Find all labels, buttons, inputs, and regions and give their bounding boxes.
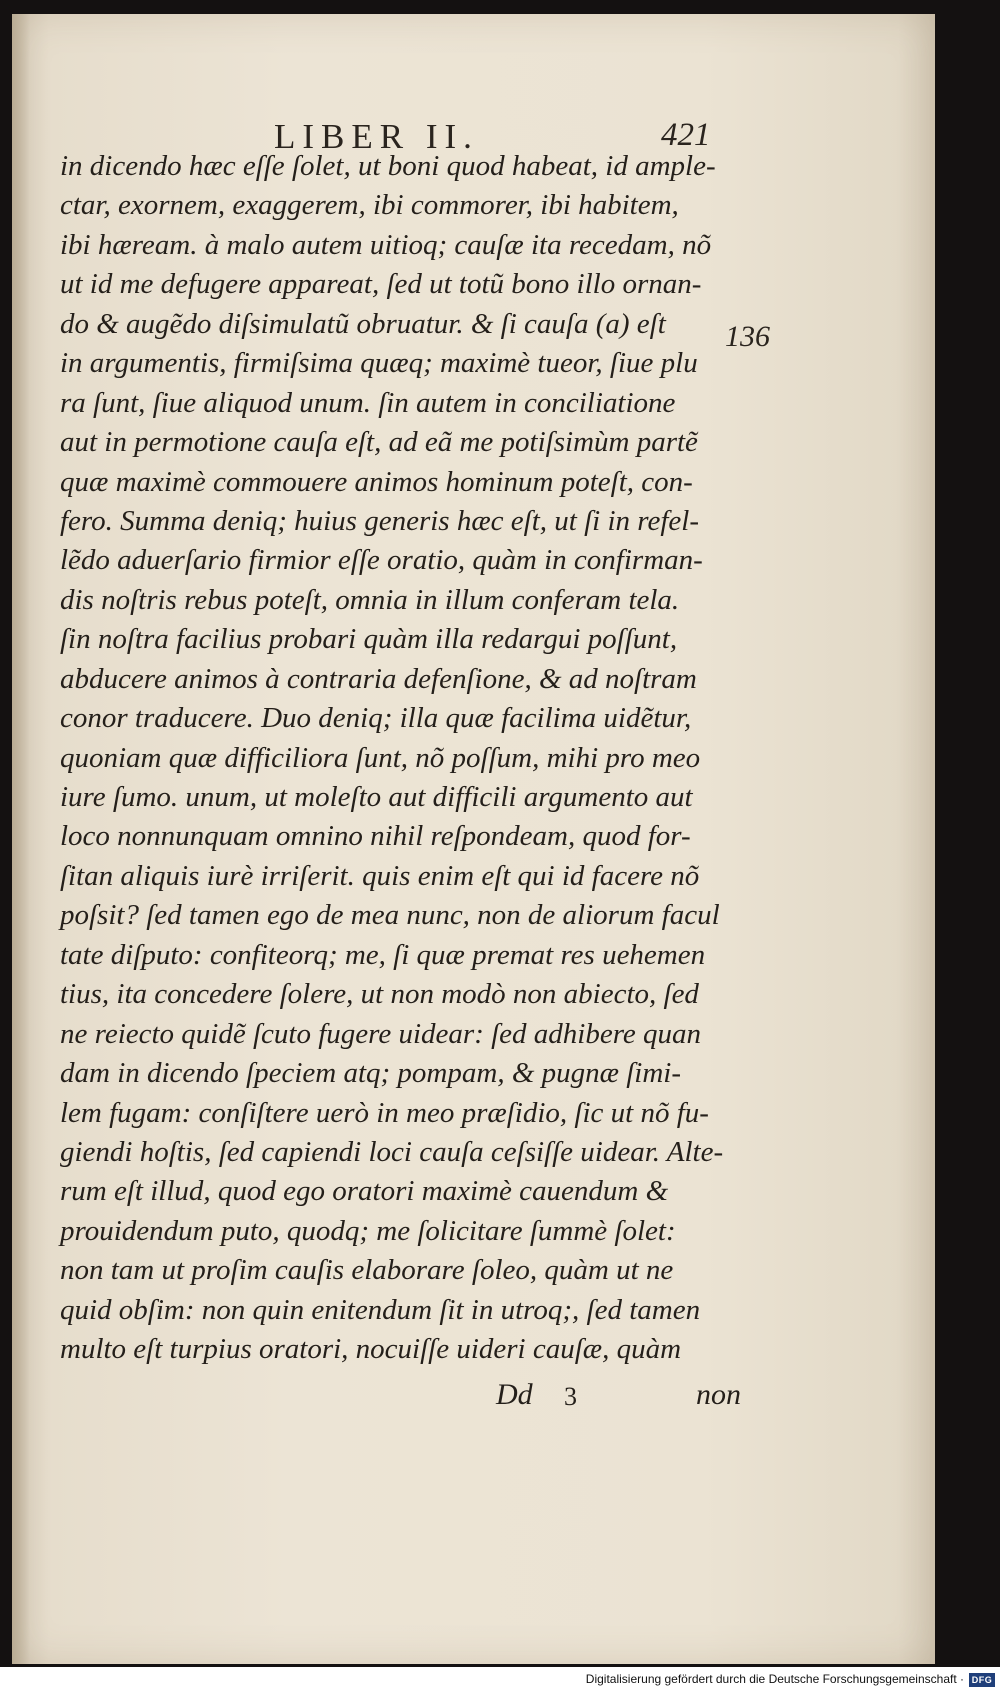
text-line: dis noſtris rebus poteſt, omnia in illum conferam tela.: [60, 583, 680, 616]
text-line: ne reiecto quidẽ ſcuto fugere uidear: ſed adhibere quan: [60, 1017, 702, 1050]
text-line: iure ſumo. unum, ut moleſto aut difficili argumento aut: [60, 781, 693, 813]
text-line: fero. Summa deniq; huius generis hæc eſt, ut ſi in refel-: [60, 504, 699, 537]
text-line: poſsit? ſed tamen ego de mea nunc, non de aliorum facul: [60, 899, 720, 932]
catchword: non: [696, 1378, 741, 1411]
text-line: in dicendo hæc eſſe ſolet, ut boni quod habeat, id ample-: [60, 150, 716, 182]
text-line: quæ maximè commouere animos hominum poteſt, con-: [60, 465, 693, 498]
text-line: prouidendum puto, quodq; me ſolicitare ſummè ſolet:: [60, 1214, 676, 1247]
text-line: tate diſputo: confiteorq; me, ſi quæ premat res uehemen: [60, 938, 706, 971]
text-line: multo eſt turpius oratori, nocuiſſe uideri cauſæ, quàm: [60, 1333, 682, 1366]
signature-number: 3: [564, 1382, 577, 1411]
signature-mark: Dd: [496, 1378, 533, 1411]
folio-number: 421: [661, 117, 711, 153]
text-line: ſitan aliquis iurè irriſerit. quis enim eſt qui id facere nõ: [60, 859, 700, 892]
text-line: dam in dicendo ſpeciem atq; pompam, & pugnæ ſimi-: [60, 1057, 681, 1090]
text-line: loco nonnunquam omnino nihil reſpondeam, quod for-: [60, 820, 691, 853]
text-line: conor traducere. Duo deniq; illa quæ facilima uidẽtur,: [60, 702, 692, 735]
text-line: in argumentis, firmiſsima quæq; maximè tueor, ſiue plu: [60, 347, 698, 380]
text-line: lem fugam: conſiſtere uerò in meo præſidio, ſic ut nõ fu-: [60, 1096, 709, 1129]
footer-bar: [0, 1667, 1000, 1693]
text-line: ibi hæream. à malo autem uitioq; cauſæ ita recedam, nõ: [60, 228, 712, 261]
running-head: LIBER II.: [274, 117, 479, 156]
text-line: abducere animos à contraria defenſione, & ad noſtram: [60, 662, 697, 695]
text-line: non tam ut proſim cauſis elaborare ſoleo, quàm ut ne: [60, 1254, 674, 1287]
binding-gutter: [12, 14, 30, 1664]
text-line: ctar, exornem, exaggerem, ibi commorer, ibi habitem,: [60, 189, 679, 222]
text-line: quid obſim: non quin enitendum ſit in utroq;, ſed tamen: [60, 1293, 701, 1326]
text-line: ut id me defugere appareat, ſed ut totũ bono illo ornan-: [60, 268, 702, 301]
text-line: giendi hoſtis, ſed capiendi loci cauſa ceſsiſſe uidear. Alte-: [60, 1135, 724, 1168]
text-line: quoniam quæ difficiliora ſunt, nõ poſſum, mihi pro meo: [60, 741, 701, 774]
text-line: rum eſt illud, quod ego oratori maximè cauendum &: [60, 1175, 669, 1208]
text-line: ſin noſtra facilius probari quàm illa redargui poſſunt,: [60, 623, 678, 656]
book-leaf: [12, 14, 935, 1664]
text-line: tius, ita concedere ſolere, ut non modò non abiecto, ſed: [60, 978, 699, 1011]
body-text: [60, 147, 750, 1370]
text-line: lẽdo aduerſario firmior eſſe oratio, quàm in confirman-: [60, 544, 703, 577]
dfg-logo-icon: DFG: [969, 1673, 995, 1687]
text-line: ra ſunt, ſiue aliquod unum. ſin autem in conciliatione: [60, 386, 676, 419]
funding-credit: Digitalisierung gefördert durch die Deutsche Forschungsgemeinschaft ·: [585, 1672, 964, 1686]
text-line: do & augẽdo diſsimulatũ obruatur. & ſi cauſa (a) eſt: [60, 307, 666, 340]
marginal-number: 136: [725, 320, 770, 353]
text-line: aut in permotione cauſa eſt, ad eã me potiſsimùm partẽ: [60, 426, 698, 459]
